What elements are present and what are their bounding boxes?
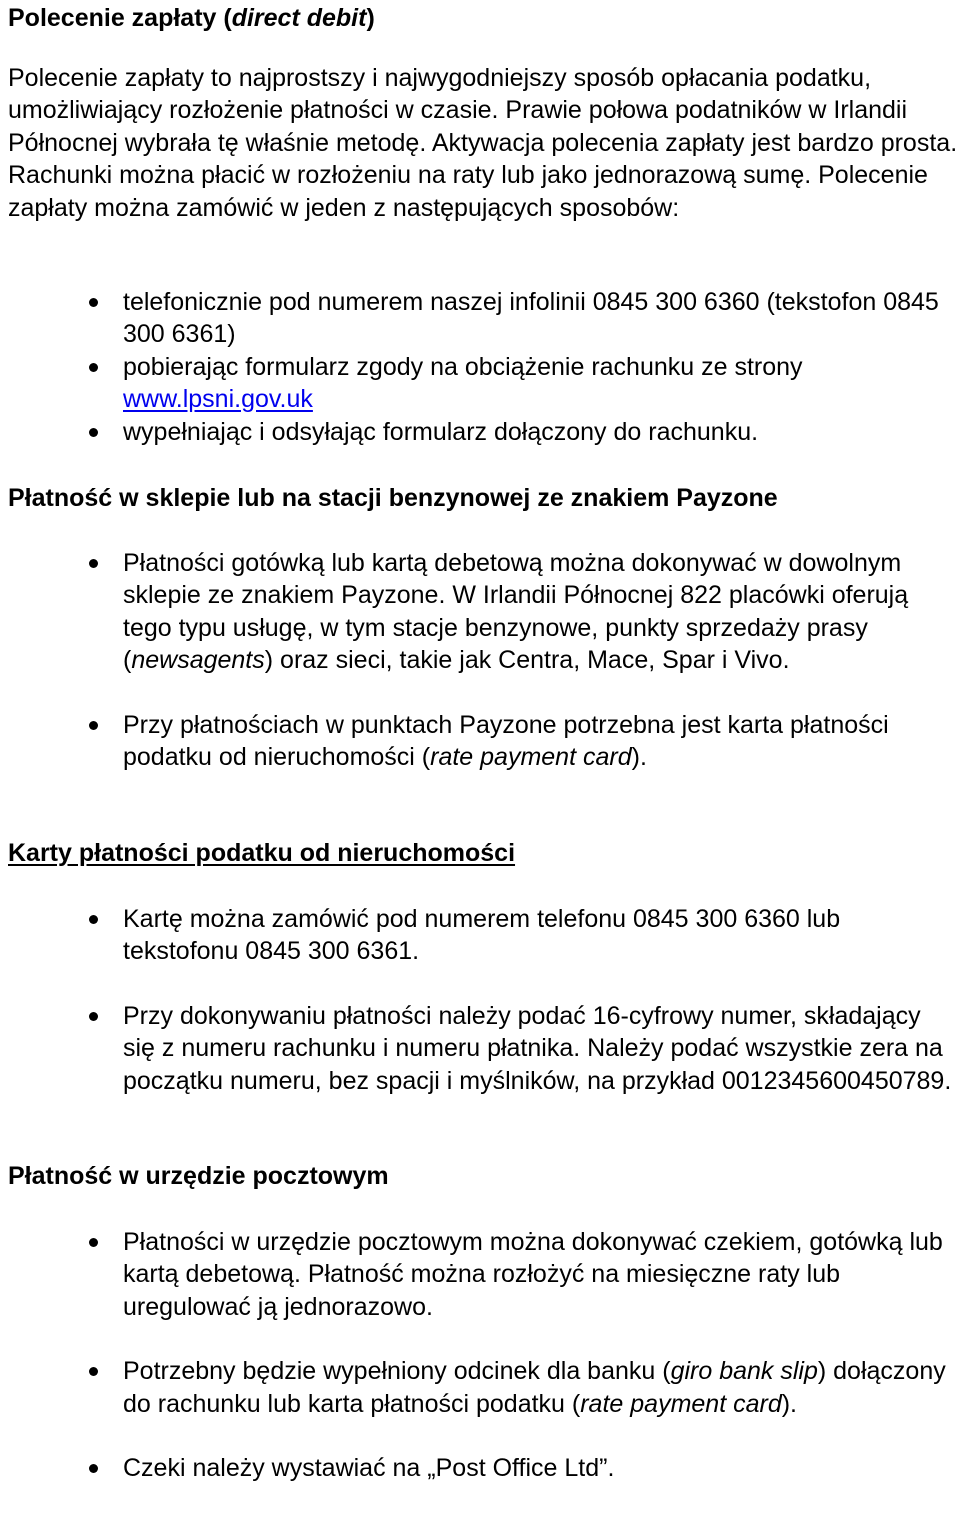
list-item: Czeki należy wystawiać na „Post Office Ltd”.	[0, 1452, 953, 1484]
section-heading-post-office: Płatność w urzędzie pocztowym	[8, 1162, 389, 1190]
payzone-list	[0, 547, 960, 773]
direct-debit-options-list	[0, 286, 960, 448]
title-italic-term: direct debit	[231, 4, 367, 32]
section-heading-cards: Karty płatności podatku od nieruchomości	[8, 839, 516, 867]
list-item: telefonicznie pod numerem naszej infolinii 0845 300 6360 (tekstofon 0845 300 6361)	[0, 286, 953, 351]
title-text-end: )	[366, 4, 375, 32]
page-title	[8, 2, 375, 34]
list-item: pobierając formularz zgody na obciążenie rachunku ze strony www.lpsni.gov.uk	[0, 351, 953, 416]
list-item: Płatności gotówką lub kartą debetową można dokonywać w dowolnym sklepie ze znakiem Payzone. W Irlandii Północnej 822 placówki oferują tego typu usługę, w tym stacje benzynowe, punkty sprzedaży prasy (newsagents) oraz sieci, takie jak Centra, Mace, Spar i Vivo.	[0, 547, 953, 677]
list-item: Płatności w urzędzie pocztowym można dokonywać czekiem, gotówką lub kartą debetową. Płatność można rozłożyć na miesięczne raty lub uregulować ją jednorazowo.	[0, 1226, 953, 1323]
section-heading-payzone: Płatność w sklepie lub na stacji benzynowej ze znakiem Payzone	[8, 484, 778, 512]
post-office-list	[0, 1226, 960, 1484]
intro-paragraph: Polecenie zapłaty to najprostszy i najwygodniejszy sposób opłacania podatku, umożliwiający rozłożenie płatności w czasie. Prawie połowa podatników w Irlandii Północnej wybrała tę właśnie metodę. Aktywacja polecenia zapłaty jest bardzo prosta. Rachunki można płacić w rozłożeniu na raty lub jako jednorazową sumę. Polecenie zapłaty można zamówić w jeden z następujących sposobów:	[8, 64, 958, 222]
lpsni-website-link[interactable]: www.lpsni.gov.uk	[123, 385, 313, 414]
list-item: wypełniając i odsyłając formularz dołączony do rachunku.	[0, 416, 953, 448]
list-item: Przy płatnościach w punktach Payzone potrzebna jest karta płatności podatku od nieruchomości (rate payment card).	[0, 709, 953, 774]
cards-list	[0, 903, 960, 1097]
title-text: Polecenie zapłaty (	[8, 4, 232, 32]
list-item: Przy dokonywaniu płatności należy podać 16-cyfrowy numer, składający się z numeru rachunku i numeru płatnika. Należy podać wszystkie zera na początku numeru, bez spacji i myślników, na przykład 0012345600450789.	[0, 1000, 953, 1097]
list-item: Potrzebny będzie wypełniony odcinek dla banku (giro bank slip) dołączony do rachunku lub karta płatności podatku (rate payment card).	[0, 1355, 953, 1420]
list-item: Kartę można zamówić pod numerem telefonu 0845 300 6360 lub tekstofonu 0845 300 6361.	[0, 903, 953, 968]
